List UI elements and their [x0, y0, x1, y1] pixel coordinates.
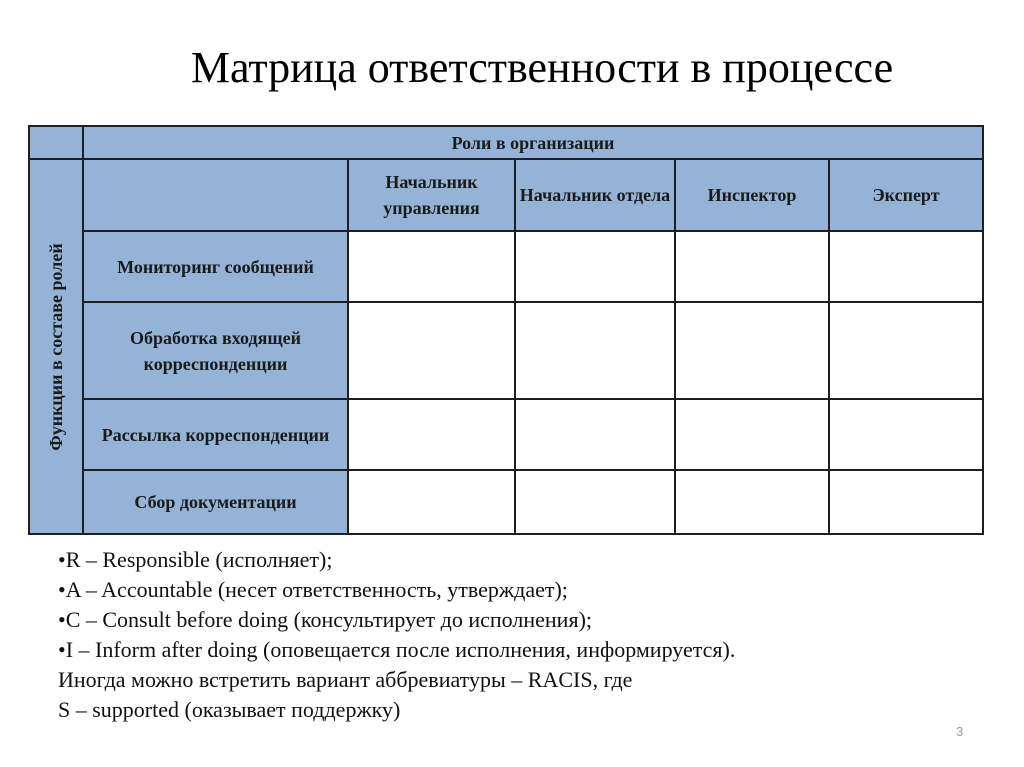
legend-line-r: •R – Responsible (исполняет); [58, 547, 333, 572]
function-label-3: Рассылка корреспонденции [83, 399, 348, 470]
legend-line-racis: Иногда можно встретить вариант аббревиатуры – RACIS, где [58, 667, 633, 692]
corner-cell [29, 126, 83, 159]
matrix-cell[interactable] [348, 231, 515, 302]
matrix-cell[interactable] [515, 470, 675, 534]
functions-label: Функции в составе ролей [46, 242, 66, 451]
matrix-cell[interactable] [515, 399, 675, 470]
header-blank-cell [83, 159, 348, 231]
matrix-cell[interactable] [348, 470, 515, 534]
legend-line-s: S – supported (оказывает поддержку) [58, 697, 401, 722]
matrix-cell[interactable] [675, 231, 829, 302]
role-header-4: Эксперт [829, 159, 983, 231]
matrix-cell[interactable] [829, 302, 983, 399]
role-header-2: Начальник отдела [515, 159, 675, 231]
matrix-cell[interactable] [675, 302, 829, 399]
matrix-cell[interactable] [829, 399, 983, 470]
roles-header: Роли в организации [83, 126, 983, 159]
slide-title: Матрица ответственности в процессе [190, 43, 894, 92]
legend-line-i: •I – Inform after doing (оповещается после исполнения, информируется). [58, 637, 736, 662]
responsibility-matrix [28, 125, 984, 535]
table-row [29, 231, 983, 302]
matrix-cell[interactable] [515, 231, 675, 302]
matrix-cell[interactable] [675, 399, 829, 470]
matrix-cell[interactable] [829, 470, 983, 534]
page-number: 3 [956, 724, 964, 739]
matrix-cell[interactable] [675, 470, 829, 534]
matrix-cell[interactable] [515, 302, 675, 399]
table-row [29, 399, 983, 470]
table-row [29, 302, 983, 399]
functions-label-cell [29, 159, 83, 534]
matrix-cell[interactable] [348, 399, 515, 470]
racis-legend [58, 545, 735, 725]
function-label-2: Обработка входящей корреспонденции [83, 302, 348, 399]
function-label-4: Сбор документации [83, 470, 348, 534]
function-label-1: Мониторинг сообщений [83, 231, 348, 302]
matrix-cell[interactable] [829, 231, 983, 302]
legend-line-a: •A – Accountable (несет ответственность, утверждает); [58, 577, 568, 602]
legend-line-c: •C – Consult before doing (консультирует до исполнения); [58, 607, 593, 632]
role-header-1: Начальник управления [348, 159, 515, 231]
matrix-cell[interactable] [348, 302, 515, 399]
role-header-3: Инспектор [675, 159, 829, 231]
table-row [29, 470, 983, 534]
